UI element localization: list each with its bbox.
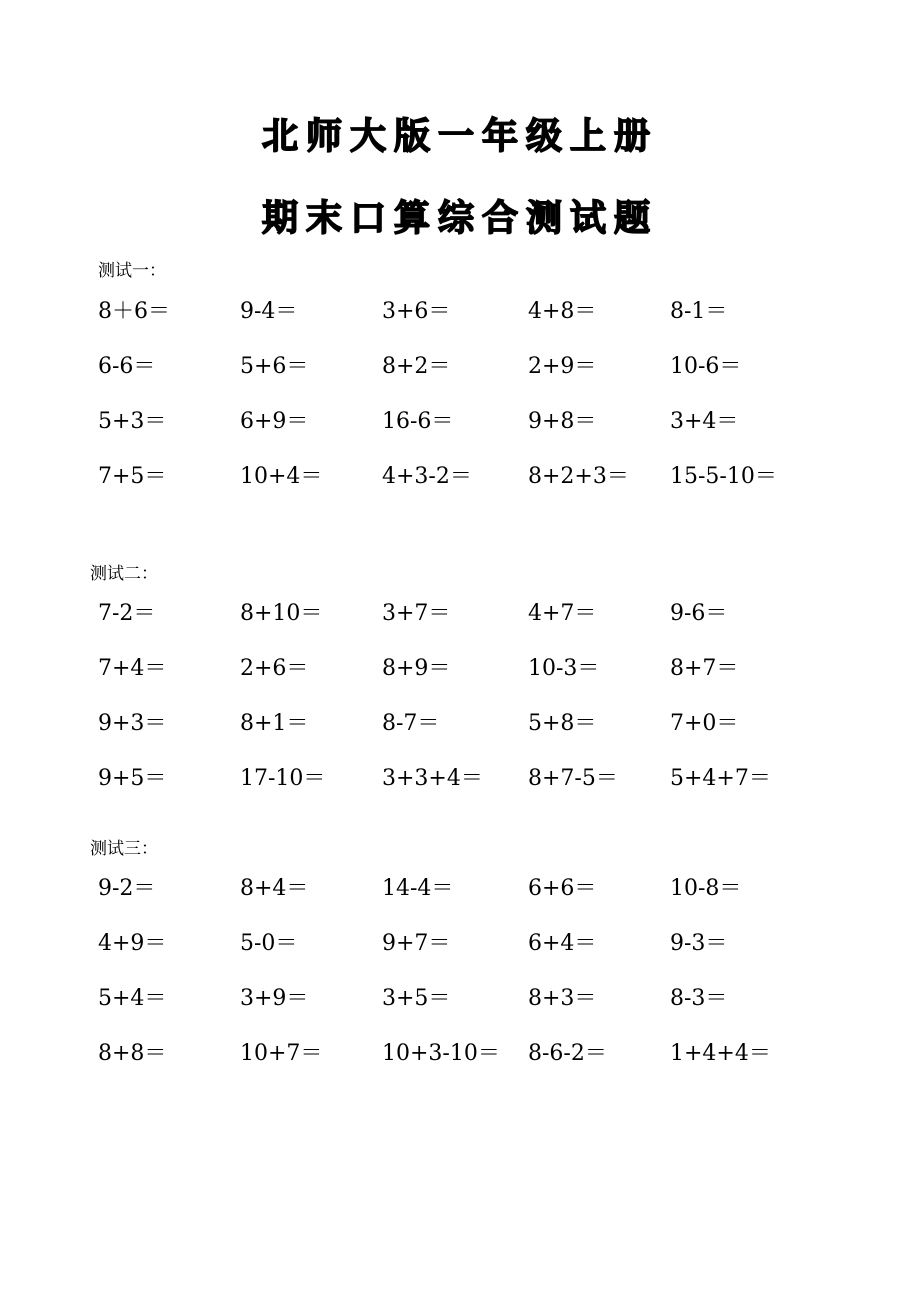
test-2-label: 测试二： (90, 564, 158, 584)
problem: 5+4+7＝ (670, 766, 771, 791)
problem: 8-3＝ (670, 986, 728, 1011)
problem: 4+3-2＝ (382, 464, 472, 489)
problem: 3+7＝ (382, 601, 451, 626)
problem: 9+8＝ (528, 409, 597, 434)
problem: 10+3-10＝ (382, 1041, 500, 1066)
problem: 9+3＝ (98, 711, 167, 736)
problem-row (98, 930, 858, 985)
problem: 10-3＝ (528, 656, 600, 681)
problem: 9+5＝ (98, 766, 167, 791)
problem: 8+4＝ (240, 876, 309, 901)
problem-row (98, 765, 858, 820)
problem: 8+9＝ (382, 656, 451, 681)
page-title-line-2: 期末口算综合测试题 (261, 197, 658, 239)
problem: 8＋6＝ (98, 299, 170, 324)
problem: 5+3＝ (98, 409, 167, 434)
test-1-label: 测试一： (98, 261, 166, 281)
test-3-problems (98, 875, 858, 1095)
problem-row (98, 408, 858, 463)
problem: 3+3+4＝ (382, 766, 483, 791)
problem-row (98, 875, 858, 930)
problem: 7+5＝ (98, 464, 167, 489)
problem: 6+9＝ (240, 409, 309, 434)
problem-row (98, 298, 858, 353)
problem-row (98, 985, 858, 1040)
problem: 2+6＝ (240, 656, 309, 681)
problem: 9-3＝ (670, 931, 728, 956)
problem: 5+8＝ (528, 711, 597, 736)
problem: 8+2+3＝ (528, 464, 629, 489)
problem: 3+5＝ (382, 986, 451, 1011)
problem-row (98, 353, 858, 408)
problem: 3+6＝ (382, 299, 451, 324)
problem: 5-0＝ (240, 931, 298, 956)
test-2-problems (98, 600, 858, 820)
problem: 8+7＝ (670, 656, 739, 681)
problem: 5+6＝ (240, 354, 309, 379)
problem: 3+4＝ (670, 409, 739, 434)
problem: 4+9＝ (98, 931, 167, 956)
problem: 8+3＝ (528, 986, 597, 1011)
problem-row (98, 710, 858, 765)
problem: 14-4＝ (382, 876, 454, 901)
problem: 8+10＝ (240, 601, 323, 626)
problem: 7-2＝ (98, 601, 156, 626)
problem: 8-1＝ (670, 299, 728, 324)
problem: 10-8＝ (670, 876, 742, 901)
problem: 6+4＝ (528, 931, 597, 956)
problem: 10-6＝ (670, 354, 742, 379)
problem: 7+4＝ (98, 656, 167, 681)
problem: 2+9＝ (528, 354, 597, 379)
problem: 8+2＝ (382, 354, 451, 379)
problem: 8+8＝ (98, 1041, 167, 1066)
problem: 5+4＝ (98, 986, 167, 1011)
problem: 8+1＝ (240, 711, 309, 736)
problem: 8-7＝ (382, 711, 440, 736)
test-3-label: 测试三： (90, 839, 158, 859)
problem: 4+7＝ (528, 601, 597, 626)
problem: 9-4＝ (240, 299, 298, 324)
problem: 3+9＝ (240, 986, 309, 1011)
problem-row (98, 463, 858, 518)
problem: 10+4＝ (240, 464, 323, 489)
problem: 8-6-2＝ (528, 1041, 607, 1066)
problem: 10+7＝ (240, 1041, 323, 1066)
problem: 9-6＝ (670, 601, 728, 626)
problem: 15-5-10＝ (670, 464, 777, 489)
problem: 17-10＝ (240, 766, 326, 791)
problem: 7+0＝ (670, 711, 739, 736)
problem-row (98, 655, 858, 710)
problem-row (98, 1040, 858, 1095)
problem: 8+7-5＝ (528, 766, 618, 791)
problem: 4+8＝ (528, 299, 597, 324)
problem-row (98, 600, 858, 655)
problem: 16-6＝ (382, 409, 454, 434)
problem: 6-6＝ (98, 354, 156, 379)
problem: 9-2＝ (98, 876, 156, 901)
problem: 9+7＝ (382, 931, 451, 956)
problem: 6+6＝ (528, 876, 597, 901)
test-1-problems (98, 298, 858, 518)
page-title-line-1: 北师大版一年级上册 (261, 115, 658, 157)
problem: 1+4+4＝ (670, 1041, 771, 1066)
